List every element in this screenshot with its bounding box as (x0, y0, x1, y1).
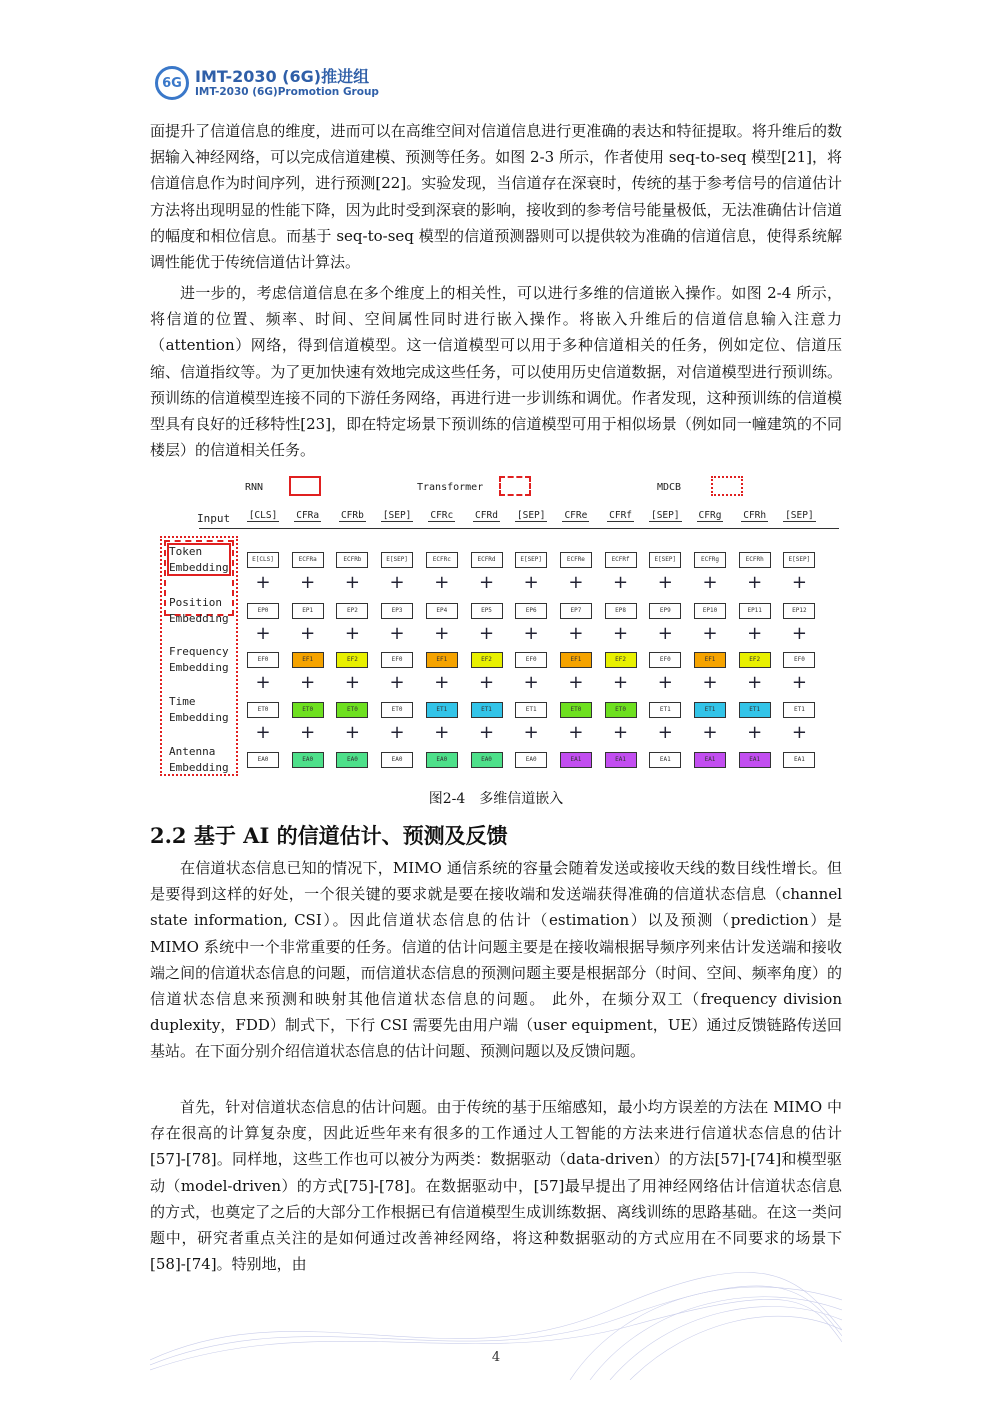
embedding-cell-3-10: ET1 (694, 702, 726, 718)
plus-sign-1-2: + (344, 623, 360, 644)
paragraph-4 (150, 1094, 842, 1277)
embedding-cell-1-8: EP8 (605, 603, 637, 619)
plus-sign-1-0: + (255, 623, 271, 644)
imt2030-logo: 6G (155, 66, 189, 100)
row-label-1 (169, 595, 229, 627)
header-title: IMT-2030 (6G)推进组 (195, 67, 370, 86)
row-label-3 (169, 694, 229, 726)
paragraph-4-text: 首先，针对信道状态信息的估计问题。由于传统的基于压缩感知，最小均方误差的方法在 MIMO 中存在很高的计算复杂度，因此近些年来有很多的工作通过人工智能的方法来进行信道状态信息的估计[57]-[78]。同样地，这些工作也可以被分为两类：数据驱动（data-driven）的方法[57]-[74]和模型驱动（model-driven）的方式[75]-[78]。在数据驱动中，[57]最早提出了用神经网络估计信道状态信息的方式，也奠定了之后的大部分工作根据已有信道模型生成训练数据、离线训练的思路基础。在这一类问题中，研究者重点关注的是如何通过改善神经网络，将这种数据驱动的方式应用在不同要求的场景下[58]-[74]。特别地，由 (150, 1098, 842, 1274)
embedding-cell-3-12: ET1 (783, 702, 815, 718)
embedding-cell-3-3: ET0 (381, 702, 413, 718)
embedding-cell-1-12: EP12 (783, 603, 815, 619)
embedding-cell-4-2: EA0 (336, 752, 368, 768)
embedding-cell-3-0: ET0 (247, 702, 279, 718)
plus-sign-2-3: + (389, 672, 405, 693)
input-token-5 (468, 510, 506, 521)
embedding-cell-0-5: ECFRd (471, 552, 503, 568)
embedding-cell-0-9: E[SEP] (649, 552, 681, 568)
paragraph-1 (150, 118, 842, 275)
embedding-cell-2-12: EF0 (783, 652, 815, 668)
input-token-3 (378, 510, 416, 521)
plus-sign-0-6: + (523, 572, 539, 593)
plus-sign-1-3: + (389, 623, 405, 644)
input-token-4 (423, 510, 461, 521)
embedding-cell-4-4: EA0 (426, 752, 458, 768)
embedding-cell-3-9: ET1 (649, 702, 681, 718)
input-token-10 (691, 510, 729, 521)
embedding-cell-1-0: EP0 (247, 603, 279, 619)
embedding-cell-2-0: EF0 (247, 652, 279, 668)
plus-sign-3-6: + (523, 722, 539, 743)
embedding-cell-2-10: EF1 (694, 652, 726, 668)
row-label-line2: Embedding (169, 661, 229, 674)
plus-sign-0-10: + (702, 572, 718, 593)
embedding-cell-2-9: EF0 (649, 652, 681, 668)
embedding-cell-1-4: EP4 (426, 603, 458, 619)
embedding-cell-2-11: EF2 (739, 652, 771, 668)
plus-sign-0-2: + (344, 572, 360, 593)
embedding-cell-0-1: ECFRa (292, 552, 324, 568)
embedding-cell-1-5: EP5 (471, 603, 503, 619)
legend-box-2 (711, 476, 743, 496)
input-token-1 (289, 510, 327, 521)
row-label-line2: Embedding (169, 711, 229, 724)
embedding-cell-2-2: EF2 (336, 652, 368, 668)
input-token-text: [SEP] (516, 510, 546, 521)
row-label-2 (169, 644, 229, 676)
input-token-text: [SEP] (785, 510, 814, 521)
input-token-8 (602, 510, 640, 521)
embedding-cell-4-7: EA1 (560, 752, 592, 768)
plus-sign-0-4: + (434, 572, 450, 593)
row-label-line2: Embedding (169, 612, 229, 625)
embedding-cell-3-11: ET1 (739, 702, 771, 718)
row-label-line1: Position (169, 596, 222, 609)
input-token-text: CFRg (698, 510, 722, 521)
plus-sign-1-7: + (568, 623, 584, 644)
header-title-block (195, 68, 379, 98)
legend-box-0 (289, 476, 321, 496)
plus-sign-0-9: + (657, 572, 673, 593)
embedding-cell-0-0: E[CLS] (247, 552, 279, 568)
plus-sign-0-3: + (389, 572, 405, 593)
embedding-cell-1-7: EP7 (560, 603, 592, 619)
embedding-cell-3-8: ET0 (605, 702, 637, 718)
plus-sign-3-11: + (747, 722, 763, 743)
input-token-text: CFRe (564, 510, 588, 521)
embedding-figure (155, 472, 845, 782)
embedding-cell-4-8: EA1 (605, 752, 637, 768)
embedding-cell-3-4: ET1 (426, 702, 458, 718)
plus-sign-1-8: + (613, 623, 629, 644)
plus-sign-1-6: + (523, 623, 539, 644)
plus-sign-0-7: + (568, 572, 584, 593)
embedding-cell-3-1: ET0 (292, 702, 324, 718)
plus-sign-2-5: + (478, 672, 495, 693)
embedding-cell-3-5: ET1 (471, 702, 503, 718)
plus-sign-0-5: + (478, 572, 495, 593)
row-label-line2: Embedding (169, 561, 229, 574)
plus-sign-1-9: + (657, 623, 673, 644)
input-token-text: CFRa (296, 510, 320, 521)
plus-sign-3-3: + (389, 722, 405, 743)
section-heading: 2.2 基于 AI 的信道估计、预测及反馈 (150, 823, 508, 848)
header-subtitle: IMT-2030 (6G)Promotion Group (195, 86, 379, 98)
input-token-11 (736, 510, 774, 521)
plus-sign-3-12: + (791, 722, 807, 743)
input-token-text: [SEP] (650, 510, 680, 521)
embedding-cell-0-12: E[SEP] (783, 552, 815, 568)
embedding-cell-4-12: EA1 (783, 752, 815, 768)
embedding-cell-0-3: E[SEP] (381, 552, 413, 568)
paragraph-2 (150, 280, 842, 463)
embedding-cell-2-4: EF1 (426, 652, 458, 668)
embedding-cell-0-7: ECFRe (560, 552, 592, 568)
embedding-cell-2-7: EF1 (560, 652, 592, 668)
input-token-text: CFRd (475, 510, 498, 521)
paragraph-3 (150, 855, 842, 1065)
plus-sign-0-0: + (255, 572, 271, 593)
embedding-cell-2-5: EF2 (471, 652, 503, 668)
plus-sign-2-1: + (300, 672, 316, 693)
plus-sign-0-8: + (613, 572, 629, 593)
input-token-text: CFRb (340, 510, 364, 521)
embedding-cell-4-6: EA0 (515, 752, 547, 768)
embedding-cell-1-2: EP2 (336, 603, 368, 619)
paragraph-2-text: 进一步的，考虑信道信息在多个维度上的相关性，可以进行多维的信道嵌入操作。如图 2-4 所示，将信道的位置、频率、时间、空间属性同时进行嵌入操作。将嵌入升维后的信道信息输入注意力（attention）网络，得到信道模型。这一信道模型可以用于多种信道相关的任务，例如定位、信道压缩、信道指纹等。为了更加快速有效地完成这些任务，可以使用历史信道数据，对信道模型进行预训练。预训练的信道模型连接不同的下游任务网络，再进行进一步训练和调优。作者发现，这种预训练的信道模型具有良好的迁移特性[23]，即在特定场景下预训练的信道模型可用于相似场景（例如同一幢建筑的不同楼层）的信道相关任务。 (150, 284, 842, 460)
plus-sign-2-8: + (613, 672, 629, 693)
input-token-7 (557, 510, 595, 521)
plus-sign-3-1: + (300, 722, 316, 743)
embedding-cell-4-5: EA0 (471, 752, 503, 768)
embedding-cell-0-2: ECFRb (336, 552, 368, 568)
plus-sign-3-4: + (434, 722, 450, 743)
plus-sign-0-12: + (791, 572, 807, 593)
embedding-cell-4-11: EA1 (739, 752, 771, 768)
embedding-cell-3-2: ET0 (336, 702, 368, 718)
input-underline (199, 528, 839, 529)
plus-sign-3-8: + (613, 722, 629, 743)
page-number: 4 (491, 1350, 501, 1365)
plus-sign-2-6: + (523, 672, 539, 693)
plus-sign-2-2: + (344, 672, 360, 693)
plus-sign-0-1: + (300, 572, 316, 593)
embedding-cell-4-9: EA1 (649, 752, 681, 768)
plus-sign-2-7: + (568, 672, 584, 693)
input-token-text: CFRh (743, 510, 767, 521)
plus-sign-0-11: + (747, 572, 763, 593)
embedding-cell-1-9: EP9 (649, 603, 681, 619)
plus-sign-1-10: + (702, 623, 718, 644)
plus-sign-1-11: + (747, 623, 763, 644)
input-token-text: CFRc (430, 510, 454, 521)
embedding-cell-0-11: ECFRh (739, 552, 771, 568)
input-token-0 (244, 510, 282, 521)
legend-label-2: MDCB (657, 482, 682, 493)
embedding-cell-4-10: EA1 (694, 752, 726, 768)
embedding-cell-2-8: EF2 (605, 652, 637, 668)
embedding-cell-1-11: EP11 (739, 603, 771, 619)
page-header (155, 66, 379, 100)
legend-label-0: RNN (245, 482, 264, 493)
plus-sign-3-2: + (344, 722, 360, 743)
plus-sign-3-0: + (255, 722, 271, 743)
input-token-12 (780, 510, 818, 521)
input-token-2 (333, 510, 371, 521)
row-label-line1: Frequency (169, 645, 229, 658)
row-label-line2: Embedding (169, 761, 229, 774)
plus-sign-1-12: + (791, 623, 807, 644)
row-label-line1: Token (169, 545, 203, 558)
plus-sign-2-10: + (702, 672, 718, 693)
embedding-cell-1-3: EP3 (381, 603, 413, 619)
embedding-cell-2-1: EF1 (292, 652, 324, 668)
embedding-cell-0-8: ECFRf (605, 552, 637, 568)
embedding-cell-0-6: E[SEP] (515, 552, 547, 568)
embedding-cell-2-6: EF0 (515, 652, 547, 668)
input-token-9 (646, 510, 684, 521)
input-token-text: CFRf (609, 510, 633, 521)
legend-label-1: Transformer (417, 482, 484, 493)
row-label-line1: Time (169, 695, 196, 708)
figure-caption: 图2-4 多维信道嵌入 (428, 791, 564, 807)
embedding-cell-1-1: EP1 (292, 603, 324, 619)
row-label-4 (169, 744, 229, 776)
plus-sign-2-4: + (434, 672, 450, 693)
embedding-cell-4-3: EA0 (381, 752, 413, 768)
embedding-cell-4-1: EA0 (292, 752, 324, 768)
plus-sign-3-5: + (478, 722, 495, 743)
embedding-cell-4-0: EA0 (247, 752, 279, 768)
embedding-cell-1-10: EP10 (694, 603, 726, 619)
plus-sign-3-9: + (657, 722, 673, 743)
plus-sign-3-10: + (702, 722, 718, 743)
input-label: Input (197, 512, 231, 525)
embedding-cell-3-7: ET0 (560, 702, 592, 718)
embedding-cell-2-3: EF0 (381, 652, 413, 668)
embedding-cell-0-4: ECFRc (426, 552, 458, 568)
row-label-line1: Antenna (169, 745, 216, 758)
input-token-text: [CLS] (248, 510, 278, 521)
legend-box-1 (499, 476, 531, 496)
embedding-cell-1-6: EP6 (515, 603, 547, 619)
paragraph-3-text: 在信道状态信息已知的情况下，MIMO 通信系统的容量会随着发送或接收天线的数目线性增长。但是要得到这样的好处，一个很关键的要求就是要在接收端和发送端获得准确的信道状态信息（channel state information, CSI）。因此信道状态信息的估计（estimation）以及预测（prediction）是 MIMO 系统中一个非常重要的任务。信道的估计问题主要是在接收端根据导频序列来估计发送端和接收端之间的信道状态信息的问题，而信道状态信息的预测问题主要是根据部分（时间、空间、频率角度）的信道状态信息来预测和映射其他信道状态信息的问题。 此外，在频分双工（frequency division duplexity，FDD）制式下，下行 CSI 需要先由用户端（user equipment，UE）通过反馈链路传送回基站。在下面分别介绍信道状态信息的估计问题、预测问题以及反馈问题。 (150, 859, 842, 1061)
plus-sign-3-7: + (568, 722, 584, 743)
plus-sign-2-9: + (657, 672, 673, 693)
input-token-6 (512, 510, 550, 521)
plus-sign-2-0: + (255, 672, 271, 693)
plus-sign-1-1: + (300, 623, 316, 644)
plus-sign-1-4: + (434, 623, 450, 644)
embedding-cell-0-10: ECFRg (694, 552, 726, 568)
row-label-0 (169, 544, 229, 576)
plus-sign-1-5: + (478, 623, 495, 644)
input-token-text: [SEP] (382, 510, 412, 521)
embedding-cell-3-6: ET1 (515, 702, 547, 718)
paragraph-1-text: 面提升了信道信息的维度，进而可以在高维空间对信道信息进行更准确的表达和特征提取。将升维后的数据输入神经网络，可以完成信道建模、预测等任务。如图 2-3 所示，作者使用 seq-to-seq 模型[21]，将信道信息作为时间序列，进行预测[22]。实验发现，当信道存在深衰时，传统的基于参考信号的信道估计方法将出现明显的性能下降，因为此时受到深衰的影响，接收到的参考信号能量极低，无法准确估计信道的幅度和相位信息。而基于 seq-to-seq 模型的信道预测器则可以提供较为准确的信道信息，使得系统解调性能优于传统信道估计算法。 (150, 122, 842, 272)
plus-sign-2-12: + (791, 672, 807, 693)
plus-sign-2-11: + (747, 672, 763, 693)
